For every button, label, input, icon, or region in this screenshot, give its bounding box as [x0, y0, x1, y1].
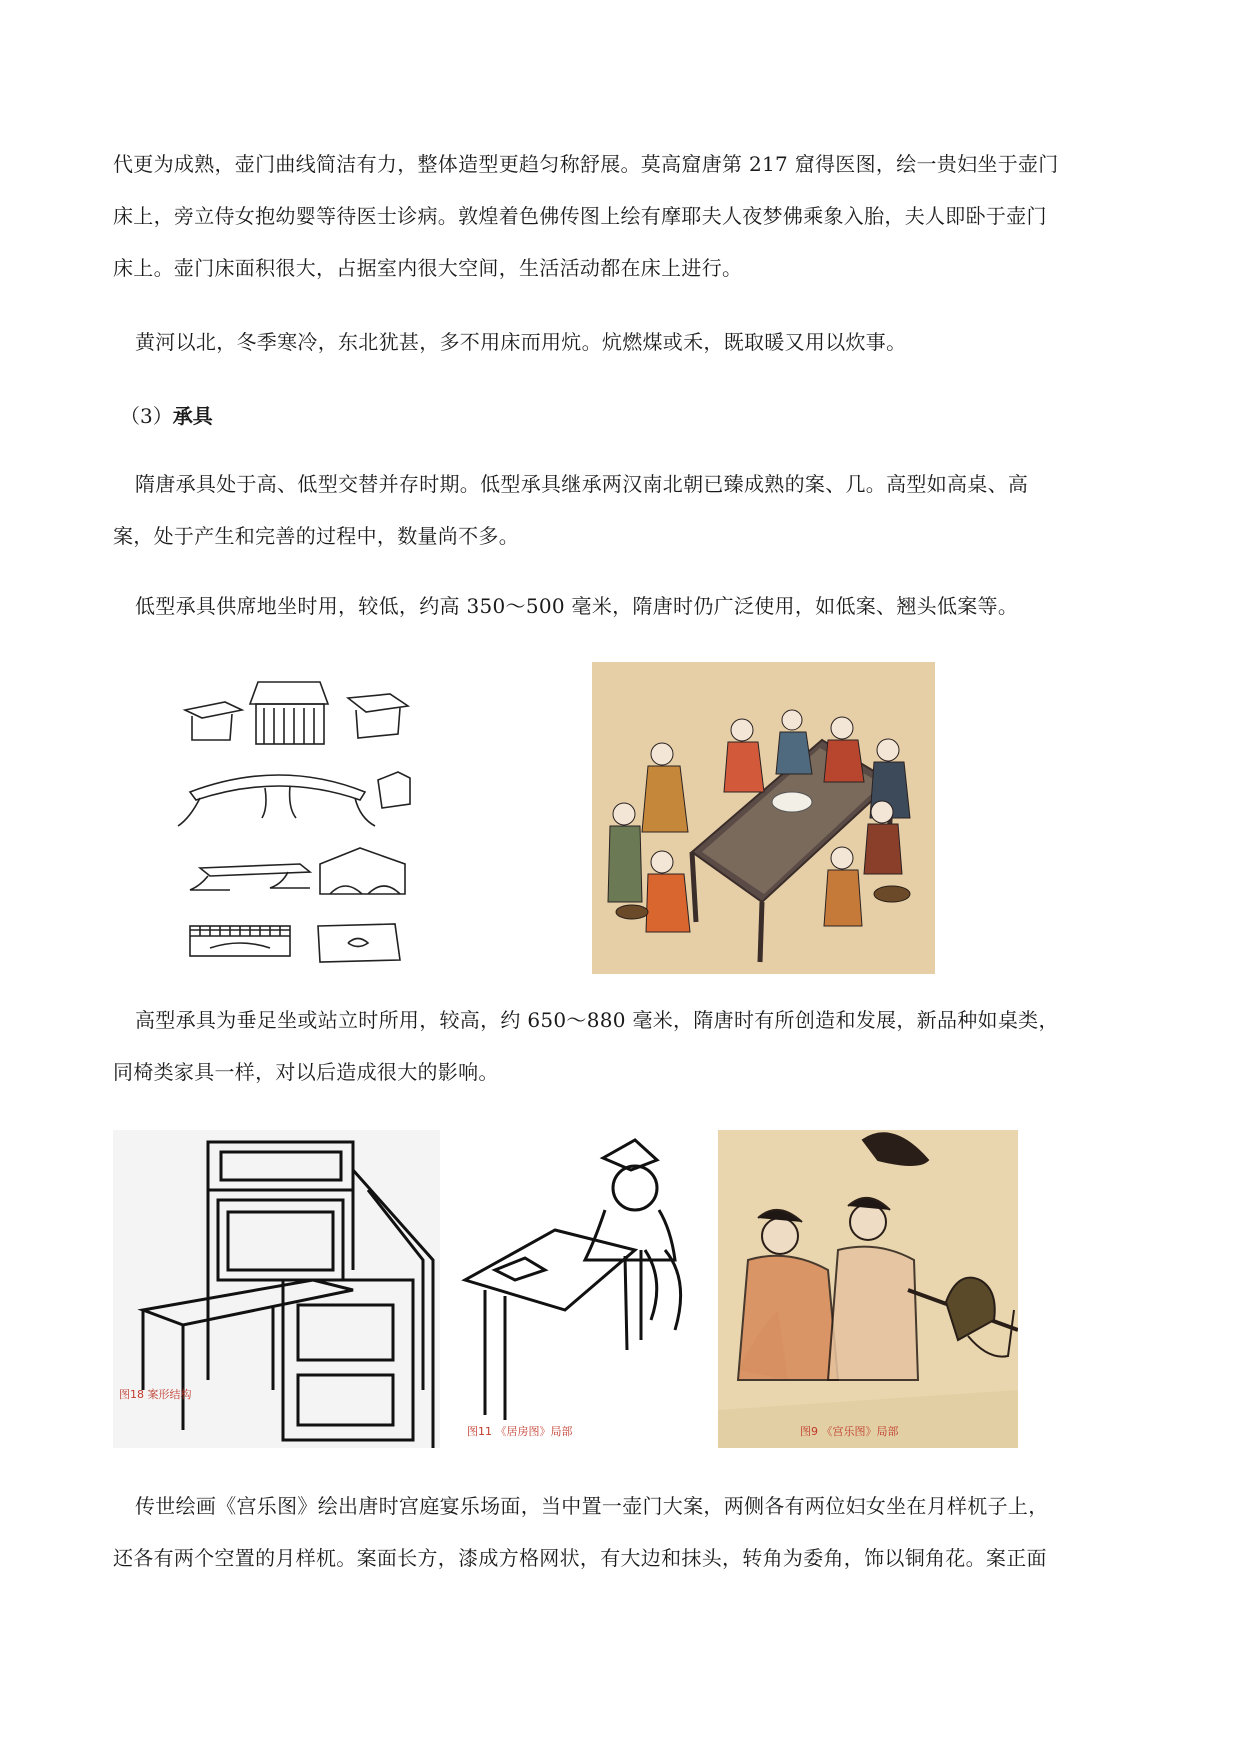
paragraph-chengju-intro — [113, 458, 1123, 562]
heading-title: 承具 — [172, 404, 213, 428]
section-heading — [120, 390, 213, 442]
paragraph-gongle-description — [113, 1480, 1123, 1584]
banquet-painting-illustration — [592, 662, 935, 974]
low-furniture-illustration — [170, 668, 470, 968]
figure-juzhai-drawing — [445, 1130, 713, 1448]
figure-caption: 图18 案形结构 — [119, 1388, 192, 1401]
text-line: 床上，旁立侍女抱幼婴等待医士诊病。敦煌着色佛传图上绘有摩耶夫人夜梦佛乘象入胎，夫人即卧于壶门 — [113, 204, 1047, 228]
text-line: 黄河以北，冬季寒冷，东北犹甚，多不用床而用炕。炕燃煤或禾，既取暖又用以炊事。 — [135, 330, 907, 354]
text-line: 隋唐承具处于高、低型交替并存时期。低型承具继承两汉南北朝已臻成熟的案、几。高型如高桌、高 — [135, 472, 1029, 496]
figure-caption: 图9 《宫乐图》局部 — [800, 1425, 899, 1438]
paragraph-kang — [135, 316, 1145, 368]
juzhai-illustration — [445, 1130, 713, 1448]
text-line: 传世绘画《宫乐图》绘出唐时宫庭宴乐场面，当中置一壶门大案，两侧各有两位妇女坐在月样杌子上， — [135, 1494, 1049, 1518]
text-line: 低型承具供席地坐时用，较低，约高 350～500 毫米，隋唐时仍广泛使用，如低案、翘头低案等。 — [135, 594, 1019, 618]
gongle-painting-illustration — [718, 1130, 1018, 1448]
text-line: 还各有两个空置的月样杌。案面长方，漆成方格网状，有大边和抹头，转角为委角，饰以铜角花。案正面 — [113, 1546, 1047, 1570]
paragraph-bed-description — [113, 138, 1123, 294]
text-line: 高型承具为垂足坐或站立时所用，较高，约 650～880 毫米，隋唐时有所创造和发展，新品种如桌类， — [135, 1008, 1059, 1032]
text-line: 同椅类家具一样，对以后造成很大的影响。 — [113, 1060, 499, 1084]
figure-gongle-painting-detail — [718, 1130, 1018, 1448]
text-line: 床上。壶门床面积很大，占据室内很大空间，生活活动都在床上进行。 — [113, 256, 743, 280]
figure-low-furniture-drawings — [170, 668, 470, 968]
figure-banquet-painting — [592, 662, 935, 974]
heading-number: （3） — [120, 404, 173, 428]
figure-table-structure — [113, 1130, 440, 1448]
figure-caption: 图11 《居房图》局部 — [467, 1425, 573, 1438]
paragraph-low-type — [135, 580, 1145, 632]
text-line: 案，处于产生和完善的过程中，数量尚不多。 — [113, 524, 519, 548]
text-line: 代更为成熟，壶门曲线简洁有力，整体造型更趋匀称舒展。莫高窟唐第 217 窟得医图，绘一贵妇坐于壶门 — [113, 152, 1059, 176]
table-structure-illustration — [113, 1130, 440, 1448]
paragraph-high-type — [113, 994, 1123, 1098]
